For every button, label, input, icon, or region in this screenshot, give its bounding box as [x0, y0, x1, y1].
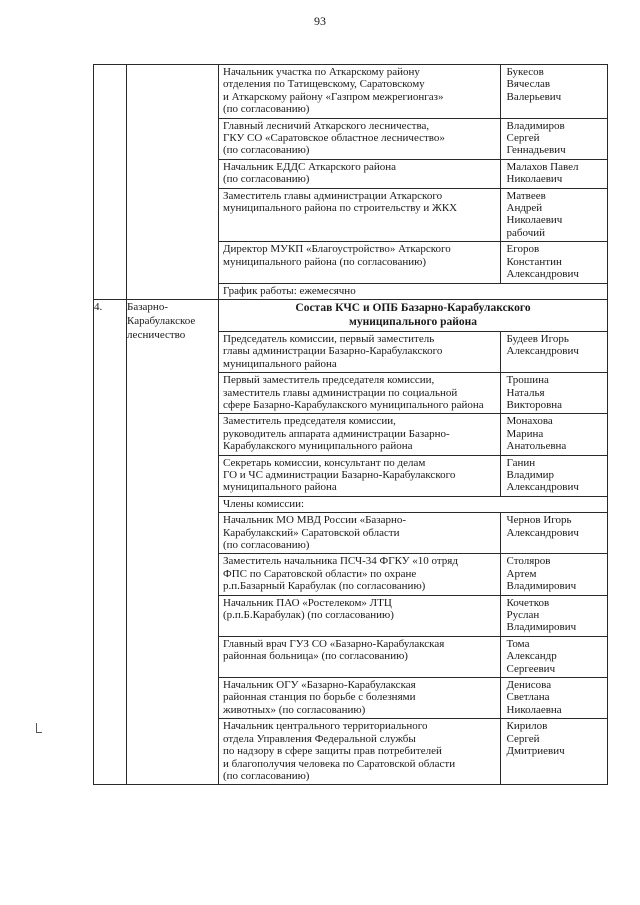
member-entry: [219, 331, 607, 372]
member-entry: [219, 513, 607, 554]
member-position: Главный лесничий Аткарского лесничества, ГКУ СО «Саратовское областное лесничество» (по согласованию): [219, 118, 500, 159]
member-entry: [219, 242, 607, 283]
member-position: Начальник центрального территориального отдела Управления Федеральной службы по надзору в сфере защиты прав потребителей и благополучия человека по Саратовской области (по согласованию): [219, 719, 500, 785]
member-name: Денисова Светлана Николаевна: [500, 678, 607, 719]
member-position: Заместитель главы администрации Аткарского муниципального района по строительству и ЖКХ: [219, 188, 500, 242]
member-name: Егоров Константин Александрович: [500, 242, 607, 283]
members-label: Члены комиссии:: [219, 496, 607, 512]
page-number: 93: [314, 14, 326, 28]
work-schedule: График работы: ежемесячно: [223, 284, 356, 297]
member-name: Кирилов Сергей Дмитриевич: [506, 720, 565, 758]
member-position: Начальник участка по Аткарскому району отделения по Татищевскому, Саратовскому и Аткарскому району «Газпром межрегионгаз» (по согласованию): [219, 65, 500, 118]
member-entry: [219, 636, 607, 677]
table-row: [219, 496, 607, 512]
table-row: [94, 65, 608, 300]
member-name: Букесов Вячеслав Валерьевич: [500, 65, 607, 118]
member-entry: [219, 414, 607, 455]
table-row: [94, 299, 608, 784]
member-position: Начальник МО МВД России «Базарно- Карабулакский» Саратовской области (по согласованию): [219, 513, 500, 554]
member-position: Секретарь комиссии, консультант по делам ГО и ЧС администрации Базарно-Карабулакского муниципального района: [219, 455, 500, 496]
commission-heading: Состав КЧС и ОПБ Базарно-Карабулакского муниципального района: [219, 300, 607, 332]
member-entry: [219, 719, 607, 785]
member-position: Первый заместитель председателя комиссии, заместитель главы администрации по социальной сфере Базарно-Карабулакского муниципального района: [219, 373, 500, 414]
member-name: Будеев Игорь Александрович: [500, 331, 607, 372]
member-position: Начальник ПАО «Ростелеком» ЛТЦ (р.п.Б.Карабулак) (по согласованию): [219, 595, 500, 636]
member-name: Матвеев Андрей Николаевич рабочий: [500, 188, 607, 242]
forestry-name: [127, 65, 219, 300]
row-number: [94, 65, 127, 300]
members-list: [219, 65, 607, 299]
member-name: Столяров Артем Владимирович: [500, 554, 607, 595]
member-position: Начальник ОГУ «Базарно-Карабулакская районная станция по борьбе с болезнями животных» (по согласованию): [219, 678, 500, 719]
scan-mark: [36, 723, 42, 733]
member-position: Заместитель председателя комиссии, руководитель аппарата администрации Базарно- Карабулакского муниципального района: [219, 414, 500, 455]
member-name: Владимиров Сергей Геннадьевич: [500, 118, 607, 159]
member-entry: [219, 595, 607, 636]
member-entry: [219, 373, 607, 414]
member-position: Заместитель начальника ПСЧ-34 ФГКУ «10 отряд ФПС по Саратовской области» по охране р.п.Базарный Карабулак (по согласованию): [219, 554, 500, 595]
member-entry: [219, 455, 607, 496]
member-entry: [219, 678, 607, 719]
members-list: [219, 300, 607, 784]
members-cell: [219, 299, 608, 784]
row-number: 4.: [94, 299, 127, 784]
member-name: Ганин Владимир Александрович: [500, 455, 607, 496]
member-position: Директор МУКП «Благоустройство» Аткарского муниципального района (по согласованию): [219, 242, 500, 283]
member-name: Чернов Игорь Александрович: [500, 513, 607, 554]
table-row: [219, 300, 607, 332]
forestry-name: Базарно- Карабулакское лесничество: [127, 299, 219, 784]
member-entry: [219, 118, 607, 159]
member-name: Малахов Павел Николаевич: [500, 159, 607, 188]
member-name: Монахова Марина Анатольевна: [500, 414, 607, 455]
member-position: Начальник ЕДДС Аткарского района (по согласованию): [219, 159, 500, 188]
table-row: [219, 283, 607, 299]
member-position: Главный врач ГУЗ СО «Базарно-Карабулакская районная больница» (по согласованию): [219, 636, 500, 677]
member-entry: [219, 188, 607, 242]
member-entry: [219, 159, 607, 188]
members-cell: [219, 65, 608, 300]
member-entry: [219, 554, 607, 595]
member-entry: [219, 65, 607, 118]
member-name: Тома Александр Сергеевич: [500, 636, 607, 677]
member-name: Кочетков Руслан Владимирович: [500, 595, 607, 636]
member-position: Председатель комиссии, первый заместитель главы администрации Базарно-Карабулакского муниципального района: [219, 331, 500, 372]
member-name: Трошина Наталья Викторовна: [500, 373, 607, 414]
commission-table: [93, 64, 608, 785]
